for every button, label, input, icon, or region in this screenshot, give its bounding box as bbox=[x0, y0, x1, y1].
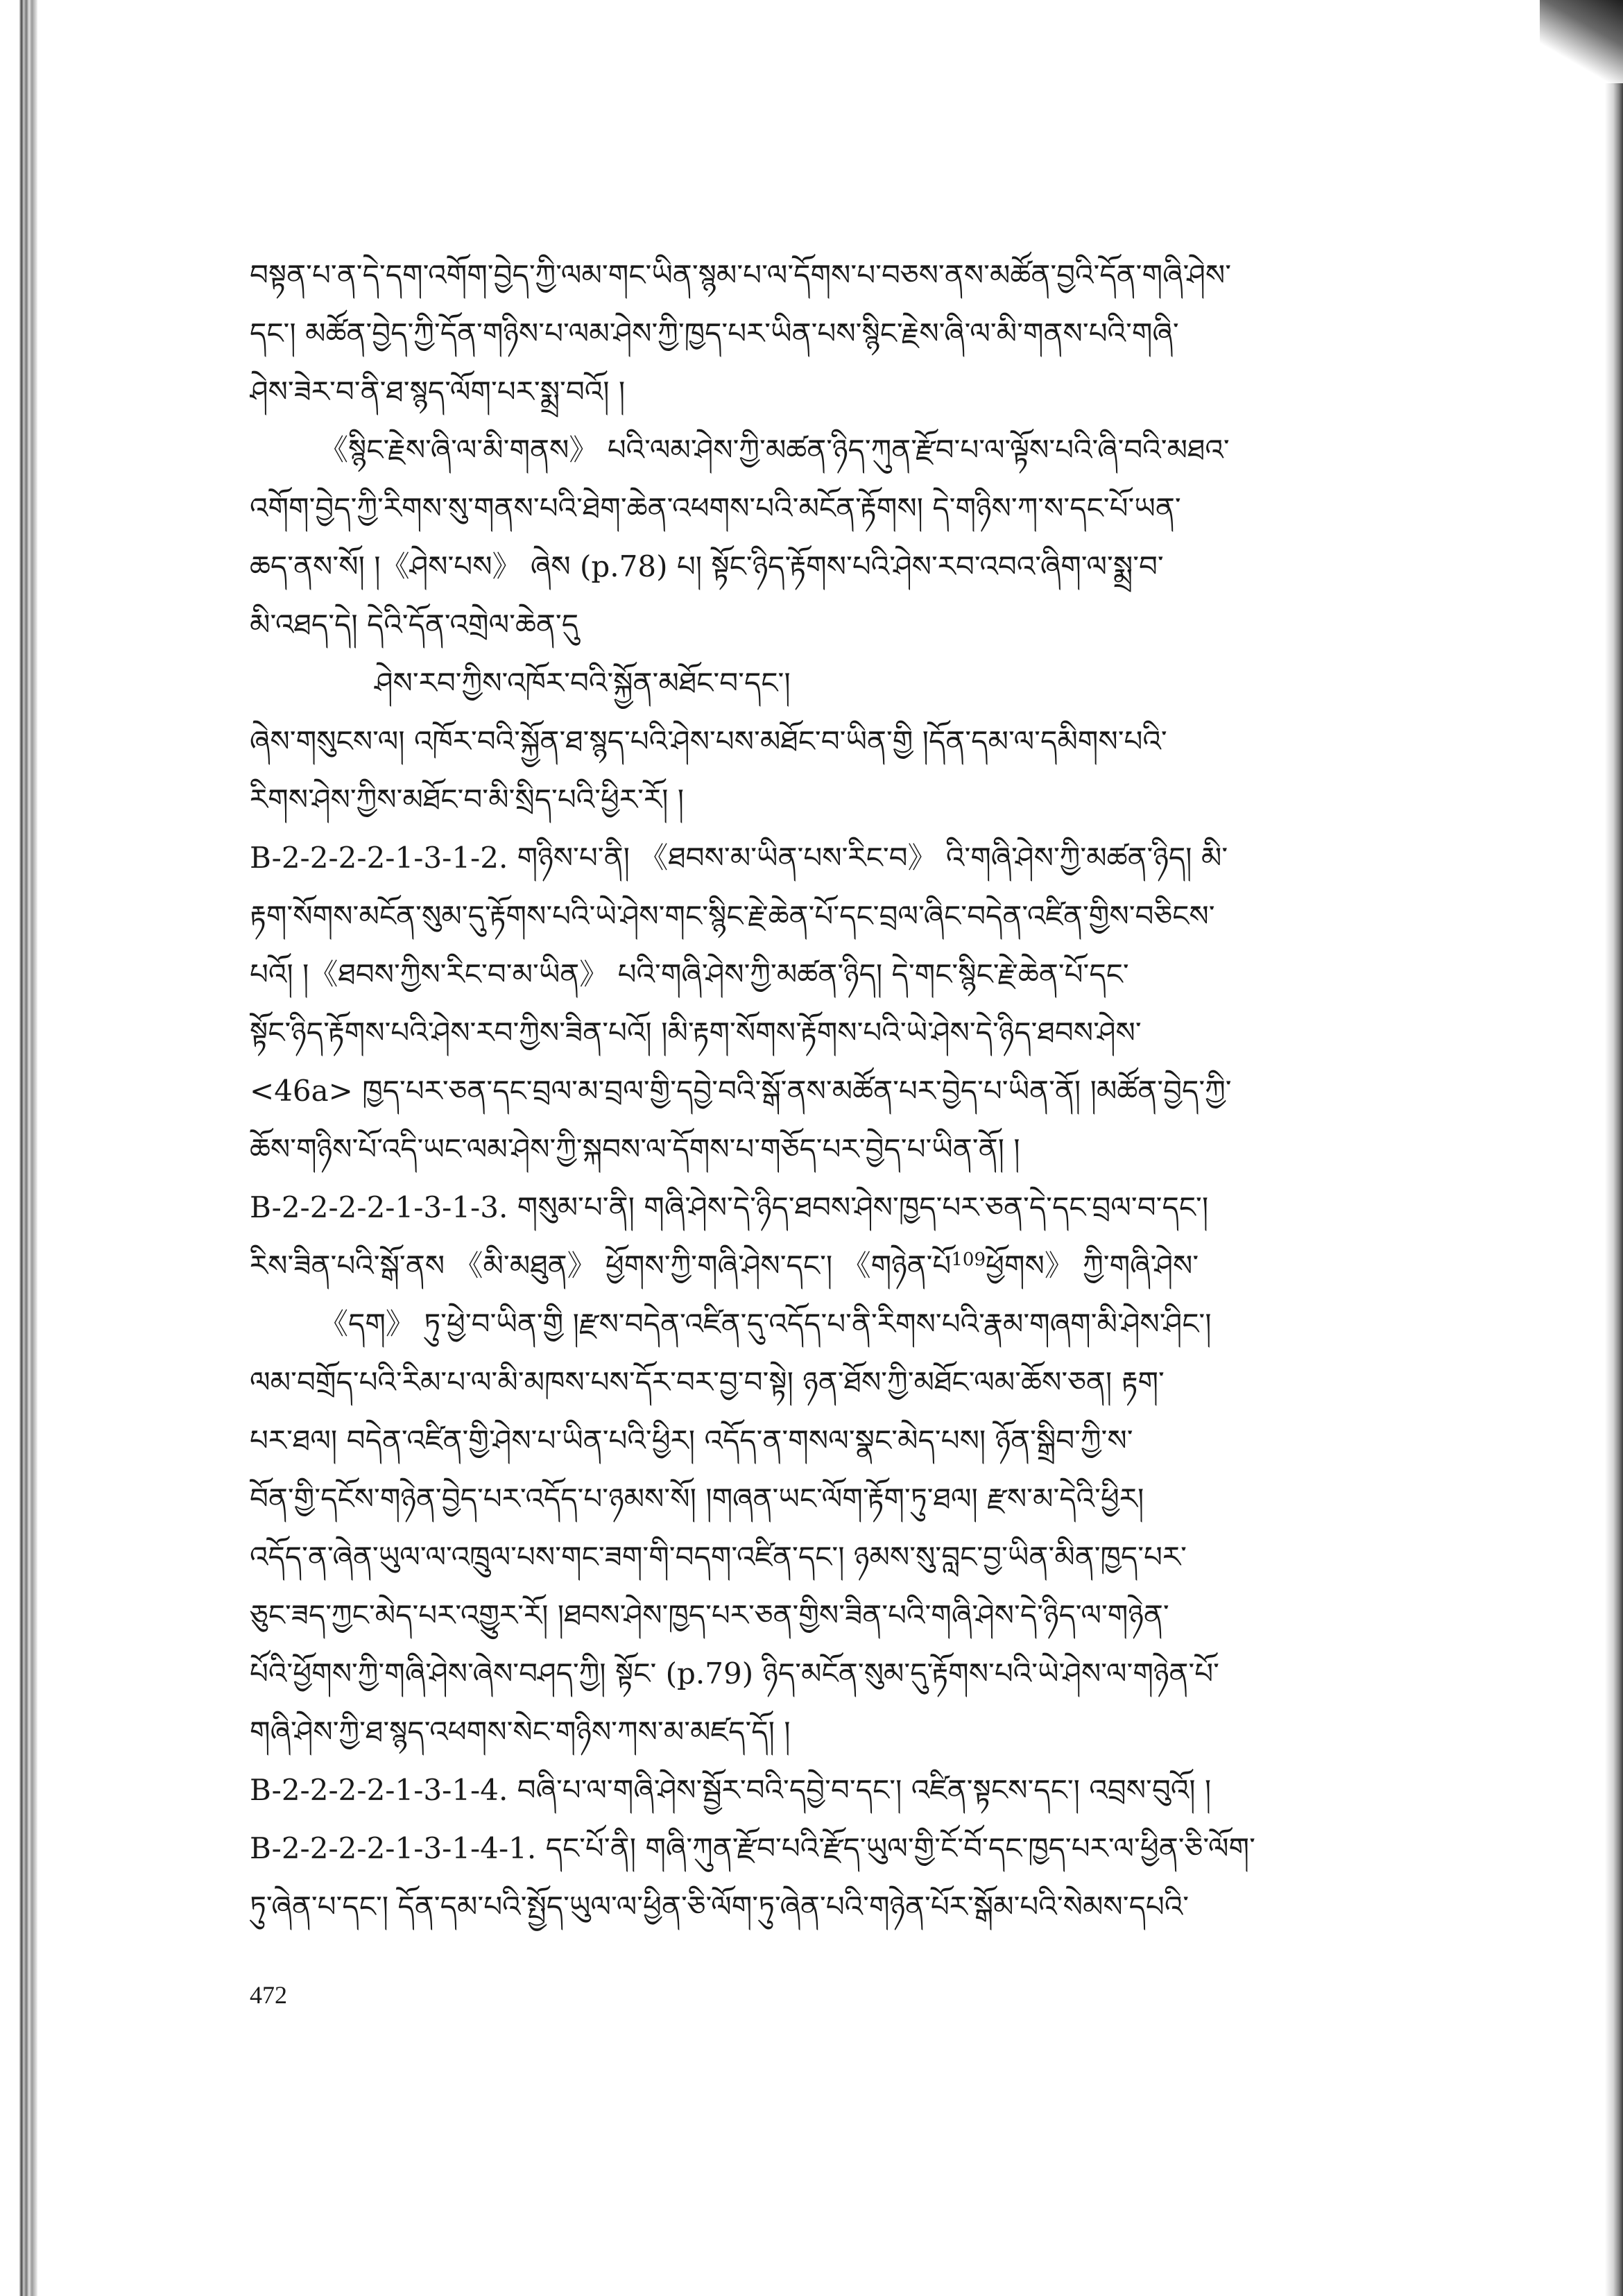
section-heading-line: B-2-2-2-2-1-3-1-3. གསུམ་པ་ནི། གཞི་ཤེས་དེ་ཉིད་ཐབས་ཤེས་ཁྱད་པར་ཅན་དེ་དང་བྲལ་བ་དང་། bbox=[250, 1190, 1209, 1224]
text-line: ཞེས་གསུངས་ལ། འཁོར་བའི་སྐྱོན་ཐ་སྙད་པའི་ཤེས་པས་མཐོང་བ་ཡིན་གྱི །དོན་དམ་ལ་དམིགས་པའི་ bbox=[250, 724, 1167, 758]
text-line: མི་འཐད་དེ། དེའི་དོན་འགྲེལ་ཆེན་དུ bbox=[250, 608, 579, 642]
text-line: གཞི་ཤེས་ཀྱི་ཐ་སྙད་འཕགས་སེང་གཉིས་ཀས་མ་མཛད་དོ། ། bbox=[250, 1715, 791, 1749]
text-line: འགོག་བྱེད་ཀྱི་རིགས་སུ་གནས་པའི་ཐེག་ཆེན་འཕགས་པའི་མངོན་རྟོགས། དེ་གཉིས་ཀ་ས་དང་པོ་ཡན་ bbox=[250, 491, 1181, 525]
section-heading-line: B-2-2-2-2-1-3-1-2. གཉིས་པ་ནི། 《ཐབས་མ་ཡིན་པས་རིང་བ》 འི་གཞི་ཤེས་ཀྱི་མཚན་ཉིད། མི་ bbox=[250, 841, 1228, 875]
text-line: བོན་གྱི་དངོས་གཉེན་བྱེད་པར་འདོད་པ་ཉམས་སོ། །གཞན་ཡང་ལོག་རྟོག་ཏུ་ཐལ། རྫས་མ་དེའི་ཕྱིར། bbox=[250, 1482, 1144, 1516]
text-line: སྟོང་ཉིད་རྟོགས་པའི་ཤེས་རབ་ཀྱིས་ཟིན་པའོ། །མི་རྟག་སོགས་རྟོགས་པའི་ཡེ་ཤེས་དེ་ཉིད་ཐབས་ཤེས་ bbox=[250, 1016, 1142, 1050]
text-line: རིས་ཟིན་པའི་སྒོ་ནས 《མི་མཐུན》 ཕྱོགས་ཀྱི་གཞི་ཤེས་དང་། 《གཉེན་པོ$^{109}$ཕྱོགས》 ཀྱི་གཞི་ཤེས་ bbox=[250, 1249, 1199, 1283]
text-line: འདོད་ན་ཞེན་ཡུལ་ལ་འཁྲུལ་པས་གང་ཟག་གི་བདག་འཛིན་དང་། ཉམས་སུ་བླང་བྱ་ཡིན་མིན་ཁྱད་པར་ bbox=[250, 1540, 1187, 1574]
text-line: དང་། མཚོན་བྱེད་ཀྱི་དོན་གཉིས་པ་ལམ་ཤེས་ཀྱི་ཁྱད་པར་ཡིན་པས་སྙིང་རྗེས་ཞི་ལ་མི་གནས་པའི་གཞི་ bbox=[250, 316, 1179, 350]
scan-right-edge bbox=[1605, 83, 1623, 2296]
text-line: བསྟན་པ་ན་དེ་དག་འགོག་བྱེད་ཀྱི་ལམ་གང་ཡིན་སྙམ་པ་ལ་དོགས་པ་བཅས་ནས་མཚོན་བྱའི་དོན་གཞི་ཤེས་ bbox=[250, 258, 1232, 292]
quotation-line: ཤེས་རབ་ཀྱིས་འཁོར་བའི་སྐྱོན་མཐོང་བ་དང་། bbox=[375, 666, 791, 700]
footnote-marker: 109 bbox=[951, 1249, 986, 1270]
text-line: ཆད་ནས་སོ། །《ཤེས་པས》 ཞེས (p.78) པ། སྟོང་ཉིད་རྟོགས་པའི་ཤེས་རབ་འབའ་ཞིག་ལ་སྨྲ་བ་ bbox=[250, 549, 1164, 583]
text-line: ཅུང་ཟད་ཀྱང་མེད་པར་འགྱུར་རོ། །ཐབས་ཤེས་ཁྱད་པར་ཅན་གྱིས་ཟིན་པའི་གཞི་ཤེས་དེ་ཉིད་ལ་གཉེན་ bbox=[250, 1598, 1169, 1632]
text-line: ཤེས་ཟེར་བ་ནི་ཐ་སྙད་ལོག་པར་སྨྲ་བའོ། ། bbox=[250, 375, 626, 409]
text-line: རྟག་སོགས་མངོན་སུམ་དུ་རྟོགས་པའི་ཡེ་ཤེས་གང་སྙིང་རྗེ་ཆེན་པོ་དང་བྲལ་ཞིང་བདེན་འཛིན་གྱིས་བཅིངས་ bbox=[250, 899, 1215, 933]
paragraph-start-line: 《སྙིང་རྗེས་ཞི་ལ་མི་གནས》 པའི་ལམ་ཤེས་ཀྱི་མཚན་ཉིད་ཀུན་རྫོབ་པ་ལ་ལྟོས་པའི་ཞི་བའི་མཐའ་ bbox=[319, 433, 1230, 467]
text-line: ཆོས་གཉིས་པོ་འདི་ཡང་ལམ་ཤེས་ཀྱི་སྐབས་ལ་དོགས་པ་གཅོད་པར་བྱེད་པ་ཡིན་ནོ། ། bbox=[250, 1132, 1020, 1166]
scan-corner-shadow bbox=[1540, 0, 1623, 104]
text-line: 《དག》 ཏུ་ཕྱེ་བ་ཡིན་གྱི །རྫས་བདེན་འཛིན་དུ་འདོད་པ་ནི་རིགས་པའི་རྣམ་གཞག་མི་ཤེས་ཤིང་། bbox=[319, 1307, 1212, 1341]
body-text bbox=[250, 246, 1484, 1936]
text-line: པར་ཐལ། བདེན་འཛིན་གྱི་ཤེས་པ་ཡིན་པའི་ཕྱིར། འདོད་ན་གསལ་སྣང་མེད་པས། ཉོན་སྒྲིབ་ཀྱི་ས་ bbox=[250, 1423, 1133, 1457]
section-heading-line: B-2-2-2-2-1-3-1-4-1. དང་པོ་ནི། གཞི་ཀུན་རྫོབ་པའི་རྫོད་ཡུལ་གྱི་ངོ་བོ་དང་ཁྱད་པར་ལ་ཕྱིན་ཅི་ལོག་ bbox=[250, 1831, 1255, 1865]
text-line: པོའི་ཕྱོགས་ཀྱི་གཞི་ཤེས་ཞེས་བཤད་ཀྱི། སྟོང་ (p.79) ཉིད་མངོན་སུམ་དུ་རྟོགས་པའི་ཡེ་ཤེས་ལ་གཉེན་པོ་ bbox=[250, 1656, 1219, 1690]
text-line: པའོ། །《ཐབས་ཀྱིས་རིང་བ་མ་ཡིན》 པའི་གཞི་ཤེས་ཀྱི་མཚན་ཉིད། དེ་གང་སྙིང་རྗེ་ཆེན་པོ་དང་ bbox=[250, 957, 1129, 991]
page-number: 472 bbox=[250, 1981, 287, 2009]
text-line: ཏུ་ཞེན་པ་དང་། དོན་དམ་པའི་སྤྱོད་ཡུལ་ལ་ཕྱིན་ཅི་ལོག་ཏུ་ཞེན་པའི་གཉེན་པོར་སྒོམ་པའི་སེམས་དཔའི་ bbox=[250, 1890, 1190, 1924]
text-line: ལམ་བགྲོད་པའི་རིམ་པ་ལ་མི་མཁས་པས་དོར་བར་བྱ་བ་སྟེ། ཉན་ཐོས་ཀྱི་མཐོང་ལམ་ཆོས་ཅན། རྟག་ bbox=[250, 1365, 1165, 1399]
scan-binding-edge bbox=[19, 0, 37, 2296]
section-heading-line: B-2-2-2-2-1-3-1-4. བཞི་པ་ལ་གཞི་ཤེས་སྦྱོར་བའི་དབྱེ་བ་དང་། འཛིན་སྟངས་དང་། འབྲས་བུའོ། ། bbox=[250, 1773, 1212, 1807]
text-line: <46a> ཁྱད་པར་ཅན་དང་བྲལ་མ་བྲལ་གྱི་དབྱེ་བའི་སྒོ་ནས་མཚོན་པར་བྱེད་པ་ཡིན་ནོ། །མཚོན་བྱེད་ཀྱི་ bbox=[250, 1074, 1232, 1108]
text-line: རིགས་ཤེས་ཀྱིས་མཐོང་བ་མི་སྲིད་པའི་ཕྱིར་རོ། ། bbox=[250, 782, 685, 816]
